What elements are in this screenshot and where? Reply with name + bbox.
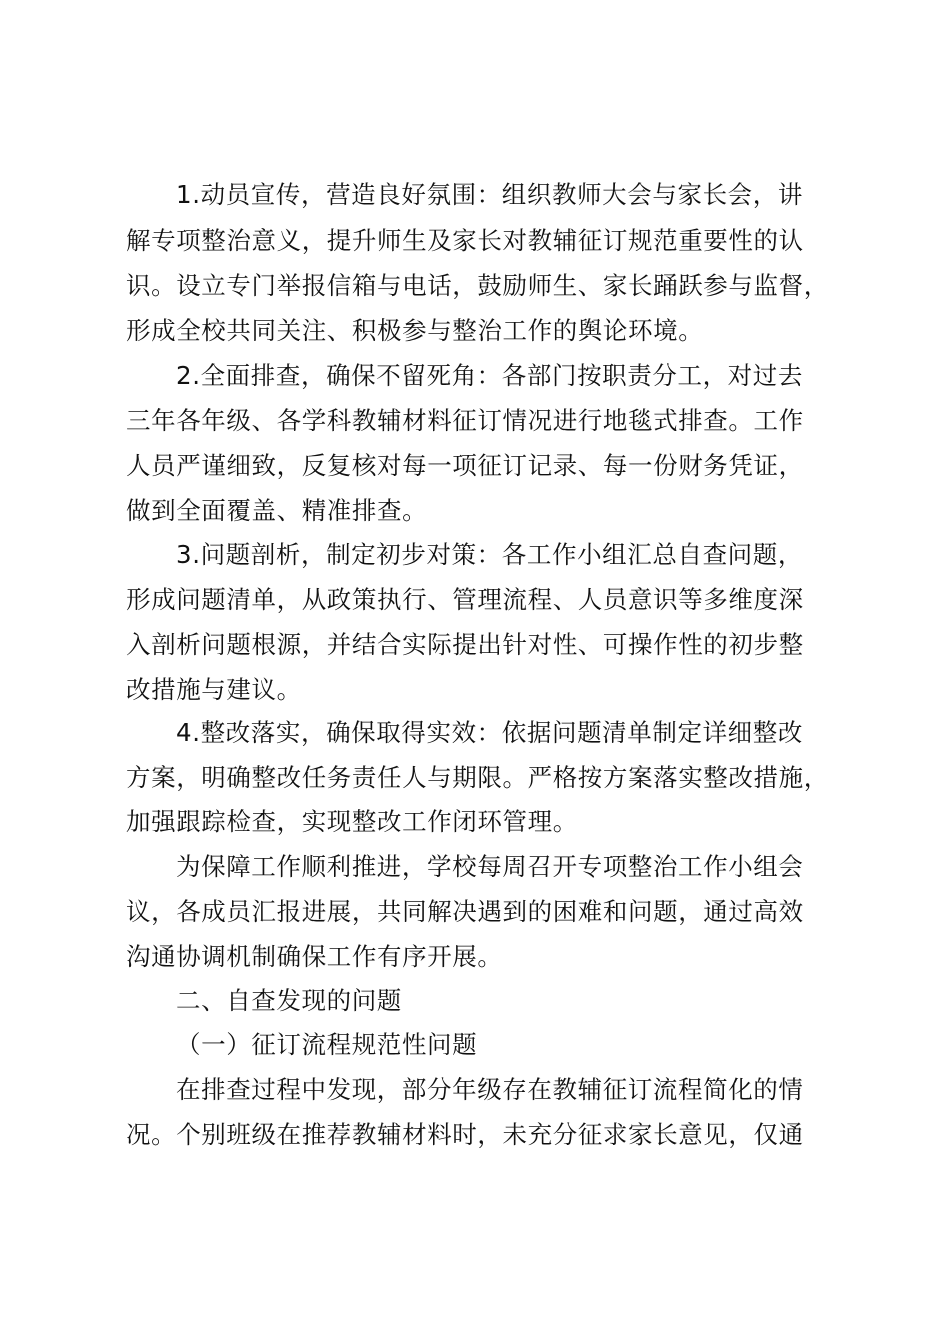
paragraph-line: 议，各成员汇报进展，共同解决遇到的困难和问题，通过高效 bbox=[126, 897, 804, 926]
paragraph-line: 入剖析问题根源，并结合实际提出针对性、可操作性的初步整 bbox=[126, 630, 804, 659]
paragraph-line: 为保障工作顺利推进，学校每周召开专项整治工作小组会 bbox=[176, 852, 804, 881]
paragraph-line: 解专项整治意义，提升师生及家长对教辅征订规范重要性的认 bbox=[126, 226, 804, 255]
paragraph-line: 识。设立专门举报信箱与电话，鼓励师生、家长踊跃参与监督， bbox=[126, 271, 829, 300]
paragraph-line: 形成全校共同关注、积极参与整治工作的舆论环境。 bbox=[126, 316, 704, 345]
paragraph-line: 做到全面覆盖、精准排查。 bbox=[126, 496, 428, 525]
paragraph-line: 2.全面排查，确保不留死角：各部门按职责分工，对过去 bbox=[176, 361, 803, 390]
paragraph-line: 改措施与建议。 bbox=[126, 675, 302, 704]
paragraph-line: 形成问题清单，从政策执行、管理流程、人员意识等多维度深 bbox=[126, 585, 804, 614]
paragraph-line: 3.问题剖析，制定初步对策：各工作小组汇总自查问题， bbox=[176, 540, 803, 569]
paragraph-line: 三年各年级、各学科教辅材料征订情况进行地毯式排查。工作 bbox=[126, 406, 804, 435]
paragraph-line: 4.整改落实，确保取得实效：依据问题清单制定详细整改 bbox=[176, 718, 803, 747]
section-heading: 二、自查发现的问题 bbox=[176, 986, 402, 1015]
paragraph-line: 1.动员宣传，营造良好氛围：组织教师大会与家长会，讲 bbox=[176, 180, 803, 209]
paragraph-line: 况。个别班级在推荐教辅材料时，未充分征求家长意见，仅通 bbox=[126, 1120, 804, 1149]
paragraph-line: 在排查过程中发现，部分年级存在教辅征订流程简化的情 bbox=[176, 1075, 804, 1104]
paragraph-line: 加强跟踪检查，实现整改工作闭环管理。 bbox=[126, 807, 578, 836]
paragraph-line: 人员严谨细致，反复核对每一项征订记录、每一份财务凭证， bbox=[126, 451, 804, 480]
paragraph-line: 沟通协调机制确保工作有序开展。 bbox=[126, 942, 503, 971]
subsection-heading: （一）征订流程规范性问题 bbox=[176, 1030, 478, 1059]
paragraph-line: 方案，明确整改任务责任人与期限。严格按方案落实整改措施， bbox=[126, 763, 829, 792]
